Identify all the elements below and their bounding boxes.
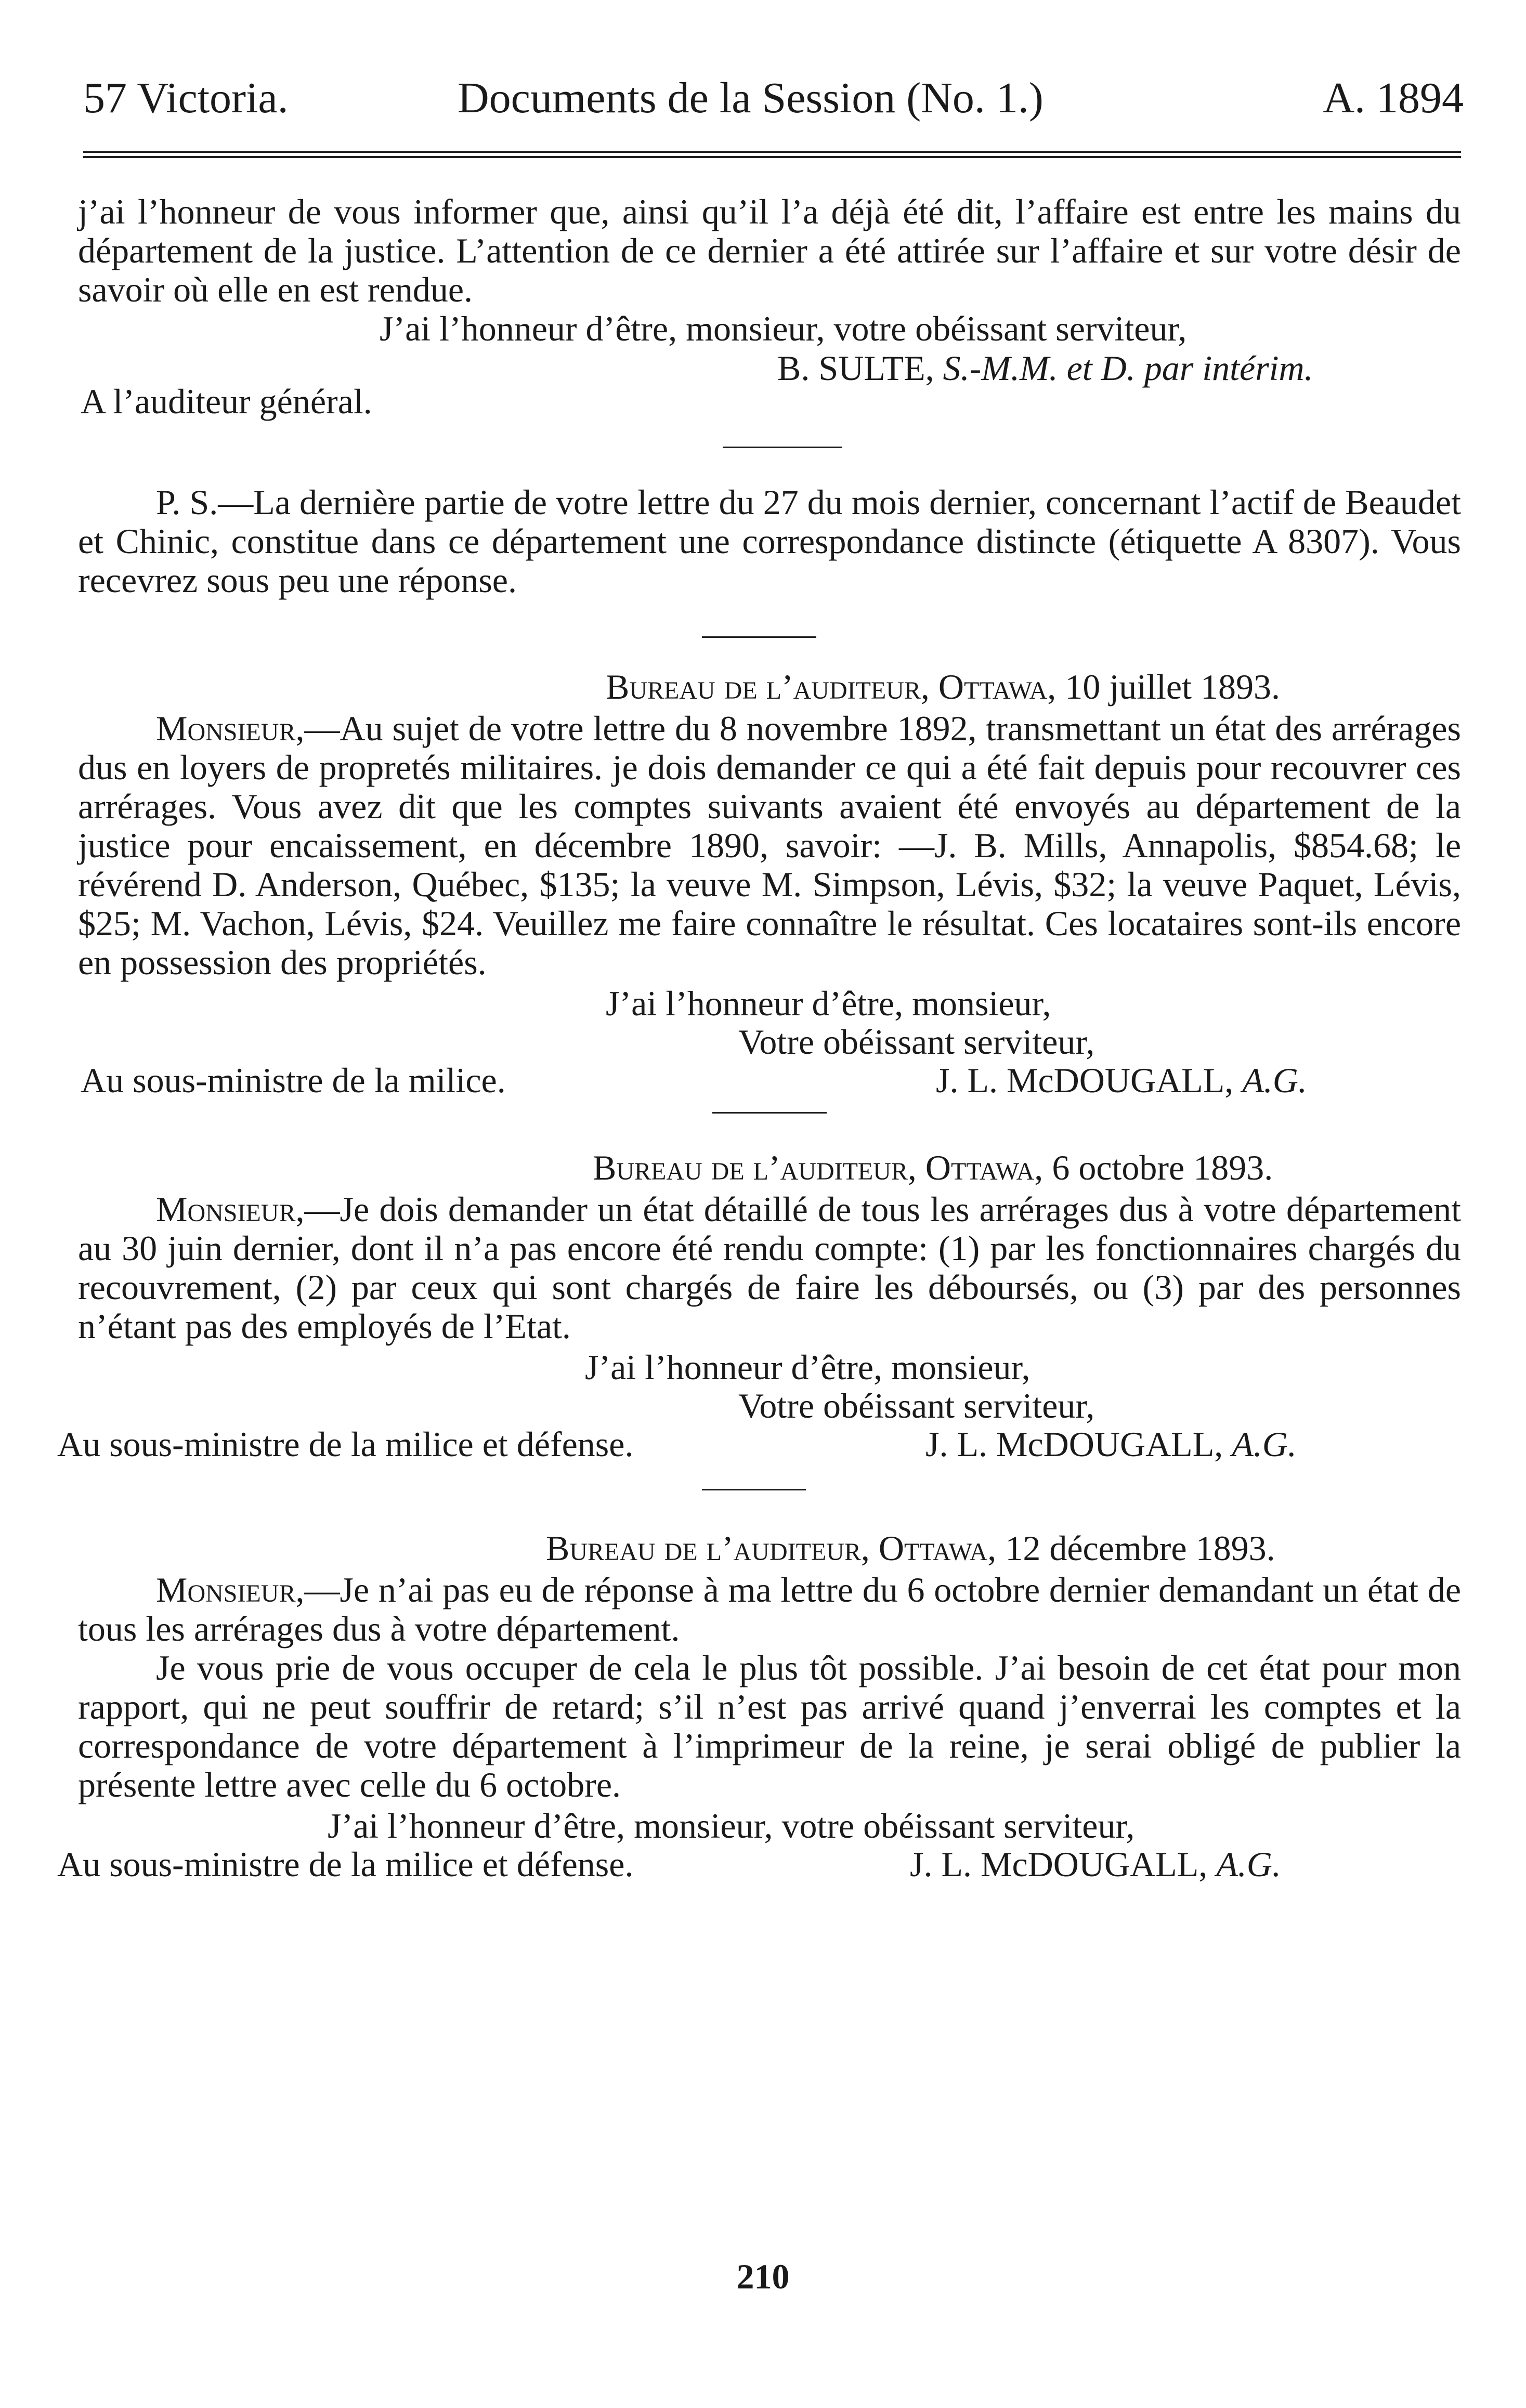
- letter-1-postscript: P. S.—La dernière partie de votre lettre du 27 du mois dernier, concernant l’actif de Beaudet et Chinic, constitue dans ce département une correspondance distincte (étiquette A 8307). Vous recevrez sous peu une réponse.: [78, 482, 1461, 600]
- letter-2-signer-title: A.G.: [1242, 1061, 1307, 1100]
- separator-rule: [712, 1112, 827, 1114]
- letter-4-date: 12 décembre 1893.: [1005, 1528, 1275, 1568]
- letter-3-date: 6 octobre 1893.: [1052, 1148, 1273, 1187]
- letter-3-closing-1: J’ai l’honneur d’être, monsieur,: [585, 1347, 1031, 1387]
- letter-1-addressee-row: [78, 382, 1461, 436]
- letter-4-signer: J. L. McDOUGALL, A.G.: [910, 1844, 1281, 1884]
- letter-2: [78, 668, 1461, 1102]
- header-title: Documents de la Session (No. 1.): [458, 74, 1044, 122]
- letter-3-signer: J. L. McDOUGALL, A.G.: [925, 1424, 1297, 1464]
- separator-rule: [702, 636, 816, 638]
- letter-4-body-1: —Je n’ai pas eu de réponse à ma lettre du 6 octobre dernier demandant un état de tous les arrérages dus à votre département.: [78, 1570, 1461, 1648]
- letter-3-salutation: Monsieur,: [156, 1189, 305, 1229]
- letter-2-body: —Au sujet de votre lettre du 8 novembre 1892, transmettant un état des arrérages dus en loyers de propretés militaires. je dois demander ce qui a été fait depuis pour recouvrer ces arrérages. Vous avez dit que les comptes suivants avaient été envoyés au département de la justice pour encaissement, en décembre 1890, savoir: —J. B. Mills, Annapolis, $854.68; le révérend D. Anderson, Québec, $135; la veuve M. Simpson, Lévis, $32; la veuve Paquet, Lévis, $25; M. Vachon, Lévis, $24. Veuillez me faire connaître le résultat. Ces locataires sont-ils encore en possession des propriétés.: [78, 709, 1461, 982]
- letter-4: [57, 1528, 1461, 1886]
- page-content: [57, 192, 1461, 1886]
- letter-4-salutation: Monsieur,: [156, 1570, 305, 1609]
- separator-rule: [723, 447, 842, 448]
- header-year: A. 1894: [1323, 74, 1464, 122]
- letter-3-dateline: [78, 1148, 1461, 1190]
- separator-rule: [702, 1489, 806, 1490]
- letter-2-place: Bureau de l’auditeur, Ottawa,: [606, 667, 1057, 706]
- letter-1-signer: B. SULTE, S.-M.M. et D. par intérim.: [777, 348, 1313, 388]
- header-session: 57 Victoria.: [83, 74, 289, 122]
- letter-1-addressee: A l’auditeur général.: [81, 382, 372, 421]
- letter-3-signer-title: A.G.: [1232, 1424, 1297, 1464]
- letter-4-place: Bureau de l’auditeur, Ottawa,: [546, 1528, 997, 1568]
- letter-3-place: Bureau de l’auditeur, Ottawa,: [593, 1148, 1044, 1187]
- letter-4-dateline: [78, 1529, 1461, 1571]
- letter-3-addressee: Au sous-ministre de la milice et défense.: [57, 1424, 634, 1464]
- letter-3-signature-row: [57, 1424, 1461, 1465]
- letter-1-closing: J’ai l’honneur d’être, monsieur, votre obéissant serviteur,: [380, 309, 1187, 348]
- running-header: [83, 73, 1464, 130]
- letter-3-closing-2: Votre obéissant serviteur,: [738, 1386, 1095, 1425]
- letter-3: [57, 1148, 1461, 1465]
- letter-2-body-paragraph: [78, 709, 1461, 982]
- letter-2-signature-row: [78, 1061, 1461, 1102]
- letter-4-closing: J’ai l’honneur d’être, monsieur, votre obéissant serviteur,: [328, 1806, 1135, 1846]
- letter-1: [78, 192, 1461, 600]
- letter-3-body-paragraph: [78, 1190, 1461, 1346]
- letter-2-signer: J. L. McDOUGALL, A.G.: [936, 1061, 1307, 1100]
- letter-4-addressee: Au sous-ministre de la milice et défense.: [57, 1844, 634, 1884]
- page-number: 210: [736, 2257, 790, 2296]
- letter-3-body: —Je dois demander un état détaillé de tous les arrérages dus à votre département au 30 juin dernier, dont il n’a pas encore été rendu compte: (1) par les fonctionnaires chargés du recouvrement, (2) par ceux qui sont chargés de faire les déboursés, ou (3) par des personnes n’étant pas des employés de l’Etat.: [78, 1189, 1461, 1346]
- letter-2-salutation: Monsieur,: [156, 709, 305, 748]
- letter-2-addressee: Au sous-ministre de la milice.: [81, 1061, 506, 1100]
- letter-2-date: 10 juillet 1893.: [1065, 667, 1280, 706]
- letter-4-signer-title: A.G.: [1216, 1844, 1281, 1884]
- letter-2-closing-2: Votre obéissant serviteur,: [738, 1022, 1095, 1062]
- letter-4-body-paragraph-1: [78, 1571, 1461, 1648]
- header-double-rule: [83, 151, 1461, 158]
- letter-1-signer-title: S.-M.M. et D. par intérim.: [943, 348, 1313, 388]
- letter-2-closing-1: J’ai l’honneur d’être, monsieur,: [606, 984, 1051, 1023]
- letter-4-body-paragraph-2: Je vous prie de vous occuper de cela le plus tôt possible. J’ai besoin de cet état pour mon rapport, qui ne peut souffrir de retard; s’il n’est pas arrivé quand j’enverrai les comptes et la correspondance de votre département à l’imprimeur de la reine, je serai obligé de publier la présente lettre avec celle du 6 octobre.: [78, 1648, 1461, 1804]
- letter-1-body: j’ai l’honneur de vous informer que, ainsi qu’il l’a déjà été dit, l’affaire est entre les mains du département de la justice. L’attention de ce dernier a été attirée sur l’affaire et sur votre désir de savoir où elle en est rendue.: [78, 192, 1461, 309]
- letter-2-dateline: [78, 668, 1461, 709]
- letter-4-signature-row: [57, 1844, 1461, 1886]
